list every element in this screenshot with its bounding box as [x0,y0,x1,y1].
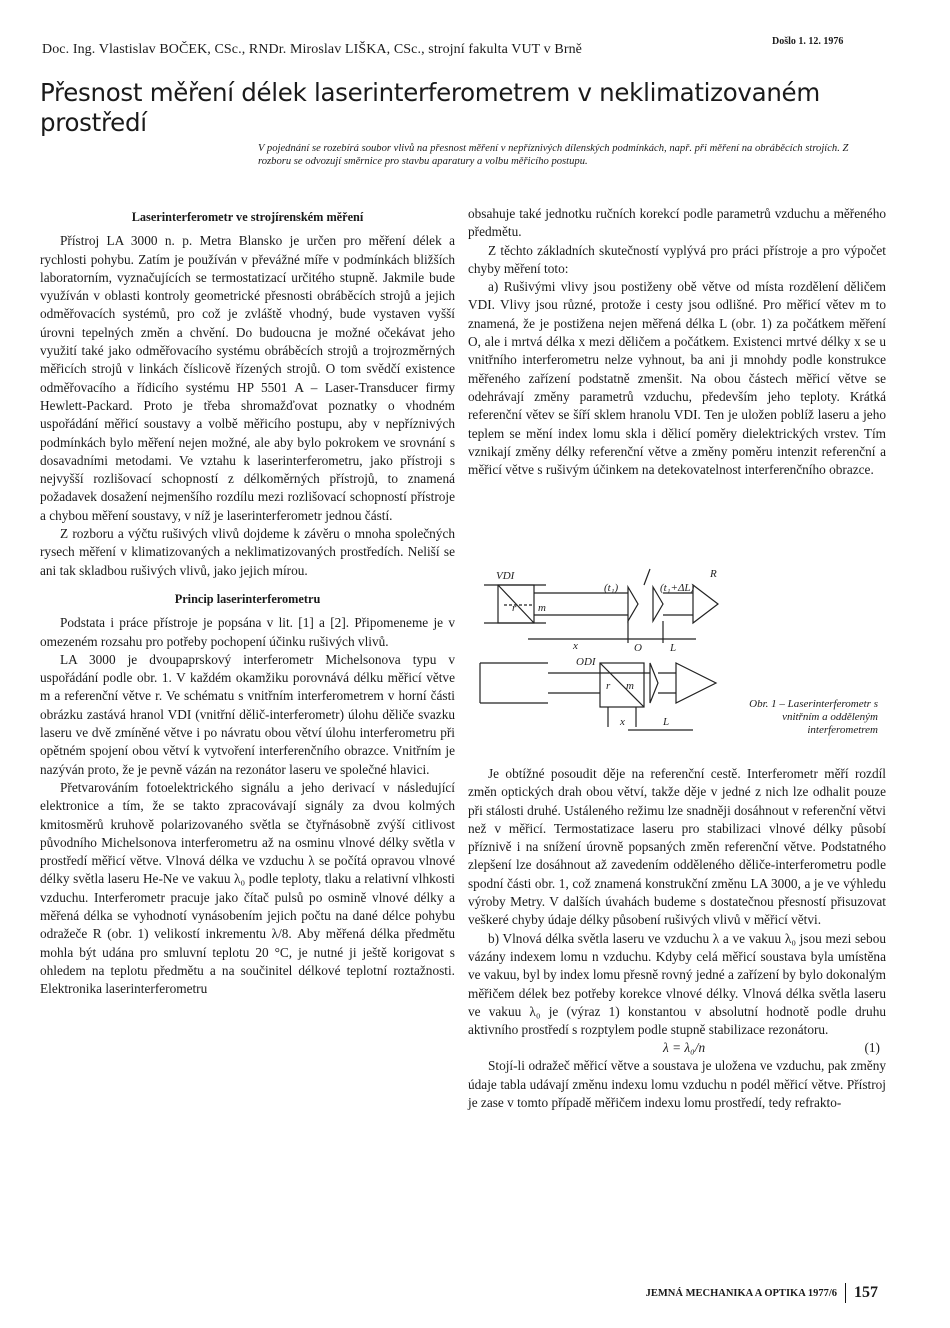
left-column [40,208,455,998]
label-o: O [634,642,642,654]
label-r-top: r [512,602,517,614]
paragraph: Podstata i práce přístroje je popsána v lit. [1] a [2]. Připomeneme je v omezeném rozsahu pro potřeby pochopení účinku rušivých vlivů. [40,615,455,649]
paragraph: b) Vlnová délka světla laseru ve vzduchu λ a ve vakuu λ₀ jsou mezi sebou vázány indexem lomu n vzduchu. Kdyby celá měřicí soustava byla umístěna ve vakuu, byl by index lomu přesně rovný jedné a zařízení by bylo dokonalým měřičem délek bez potřeby korekce vlnové délky. Vlnová délka světla laseru ve vakuu λ₀ je (výraz 1) konstantou v absolutní hodnotě podle druhu aktivního prostředí s rozptylem podle stupně stabilizace rezonátoru. [468,930,887,1038]
figure-caption: Obr. 1 – Laserinterferometr s vnitřním a odděleným interferometrem [749,698,878,736]
paragraph: LA 3000 je dvoupaprskový interferometr Michelsonova typu v uspořádání podle obr. 1. V každém okamžiku porovnává délku měřicí větve m a referenční větve r. Ve schématu s vnitřním interferometrem v horní části obrázku zastává hranol VDI (vnitřní dělič-interferometr) úlohu děliče svazku laseru ve dvě zmíněné větve i po návratu obou větví úlohu interferometru při opětném spojení obou větví k vytvoření interferenčního obrazce. Vnitřním je nazýván proto, že je pevně vázán na rezonátor laseru ve společné hlavici. [40,651,455,777]
paragraph: Z těchto základních skutečností vyplývá pro práci přístroje a pro výpočet chyby měření toto: [468,242,886,276]
label-r-bot: r [606,680,611,692]
lower-laser-head [480,663,548,703]
paragraph: Přetvarováním fotoelektrického signálu a jeho derivací v následující elektronice a tím, že se takto zpracovávají signály za dvou kolmých kmitosměrů kruhově polarizovaného světla se čtyřnásobně zvýší citlivost původního Michelsonova interferometru až na osminu vlnové délky světla v prostředí měřicí větve. Vlnová délka ve vzduchu λ se počítá opravou vlnové délky světla laseru He-Ne ve vakuu λ₀ podle teploty, tlaku a relativní vlhkosti vzduchu. Interferometr pracuje jako čítač pulsů po osmině vlnové délky a měřená délka se vyhodnotí vynásobením jejich počtu na dané délce pohybu odražeče R (obr. 1) velikostí inkrementu λ/8. Aby měřená délka předmětu mohla být udána pro smluvní teplotu 20 °C, je nutné ji ještě korigovat s ohledem na teplotu předmětu a na součinitel délkové teplotní roztažnosti. Elektronika laserinterferometru [40,779,455,997]
received-date: Došlo 1. 12. 1976 [772,36,844,47]
equation-1 [468,1039,886,1057]
paragraph: Přístroj LA 3000 n. p. Metra Blansko je určen pro měření délek a rychlosti pohybu. Zatím je používán v převážné míře v podmínkách bližších laboratorním, vyznačujících se termostatizací určitého stupně. Jakmile bude využíván v oblasti kontroly geometrické přesnosti obráběcích strojů a jejich odměřovacích systémů, pro což je zvláště vhodný, bude vystaven vyšší úrovni tepelných změn a chvění. Do budoucna je možné očekávat jeho využití také jako odměřovacího systému obráběcích strojů a trojrozměrných měřicích strojů v linkách číslicově řízených strojů. O tom svědčí existence odměřovacího a řídicího systému HP 5501 A – Laser-Transducer firmy Hewlett-Packard. Proto je třeba shromažďovat poznatky o vhodném uspořádání měřicí soustavy a volbě měřicího postupu, aby v nepříznivých podmínkách bylo měření nejen možné, ale aby bylo pokrokem ve srovnání s dosavadními metodami. Ve vztahu k laserinterferometru, jako přístroji s nejvyšší rozlišovací schopností z délkoměrných přístrojů, to znamená požadavek dosažení nejmenšího rozdílu mezi rozlišovací schopností přístroje a chybou měření soustavy, v níž je laserinterferometr jednou částí. [40,233,455,523]
section-heading-principle: Princip laserinterferometru [174,591,321,606]
article-title: Přesnost měření délek laserinterferometrem v neklimatizovaném prostředí [40,78,820,137]
label-odi: ODI [576,656,596,668]
label-x-top: x [573,640,578,652]
label-m-top: m [538,602,546,614]
footer-divider [845,1283,846,1303]
interferometer-diagram [478,565,740,740]
journal-name: JEMNÁ MECHANIKA A OPTIKA 1977/6 [645,1287,837,1299]
right-column-top [468,205,886,479]
label-x-bot: x [620,716,625,728]
paragraph: Z rozboru a výčtu rušivých vlivů dojdeme k závěru o mnoha společných rysech měření v klimatizovaných a neklimatizovaných prostředích. Neliší se ani tak skladbou rušivých vlivů, jako jejich mírou. [40,526,455,578]
label-t1: (t₁) [604,582,619,594]
label-l: L [670,642,677,654]
paragraph: a) Rušivými vlivy jsou postiženy obě větve od místa rozdělení děličem VDI. Vlivy jsou různé, protože i cesty jsou odlišné. Pro měřicí větev m to znamená, že je postižena nejen měřená délka L (obr. 1) za počátkem měření O, ale i mrtvá délka x mezi děličem a počátkem. Existenci mrtvé délky x se u vnitřního interferometru nelze vyhnout, ba ani ji mnohdy podle konstrukce měřeného zařízení podstatně zmenšit. Na obou částech měřicí větve se odehrávají změny parametrů vzduchu, především jeho teploty. Krátká referenční větev se šíří sklem hranolu VDI. Ten je uložen poblíž laseru a jeho teplem se mění index lomu skla i dělicí poměry dielektrických vrstev. Tím vznikají změny délky referenční větve a změny poměru intenzit referenční a měřicí větve s rušivým účinkem na detekovatelnost interferenčního obrazce. [468,279,886,478]
label-vdi: VDI [496,570,515,582]
right-column-bottom [468,765,886,1112]
label-rr: R [710,568,717,580]
reflector-r [693,585,718,623]
equation-body: λ = λ₀/n [663,1040,706,1056]
reflector-lower [676,663,716,703]
abstract: V pojednání se rozebírá soubor vlivů na přesnost měření v nepříznivých dílenských podmínkách, např. při měření na obráběcích strojích. Z rozboru se odvozují směrnice pro stavbu aparatury a volbu měřicího postupu. [258,143,849,167]
paragraph: obsahuje také jednotku ručních korekcí podle parametrů vzduchu a měřeného předmětu. [468,206,886,240]
authors-line: Doc. Ing. Vlastislav BOČEK, CSc., RNDr. Miroslav LIŠKA, CSc., strojní fakulta VUT v Brně [42,42,582,57]
label-l-bot: L [663,716,670,728]
label-m-bot: m [626,680,634,692]
label-t2: (t₁+ΔL) [660,582,695,594]
page-number: 157 [854,1284,878,1301]
paragraph: Stojí-li odražeč měřicí větve a soustava je uložena ve vzduchu, pak změny údaje tabla udávají změnu indexu lomu vzduchu n podél měřicí větve. Přístroj je zase v tomto případě měřičem indexu lomu prostředí, tedy refrakto- [468,1058,886,1111]
section-heading-measurement: Laserinterferometr ve strojírenském měření [131,210,364,224]
reference-corner-cube [628,587,638,621]
page-footer [646,1283,878,1303]
equation-number: (1) [864,1040,880,1056]
paragraph: Je obtížné posoudit děje na referenční cestě. Interferometr měří rozdíl změn optických drah obou větví, takže děje v jedné z nich lze odhalit pouze při stálosti druhé. Ustáleného režimu lze snadněji dosáhnout v referenční větvi než v měřicí. Termostatizace laseru pro stabilizaci vlnové délky působí příznivě i na snížení úrovně popsaných změn referenční větve. Podstatného zlepšení lze dosáhnout až zavedením odděleného děliče-interferometru podle spodní části obr. 1, což znamená konstrukční změnu LA 3000, a je ve výhledu výroby Metry. V dalších úvahách budeme s dostatečnou přesností přisuzovat veškeré chyby údaje délky působení rušivých vlivů v měřicí větvi. [468,766,886,928]
